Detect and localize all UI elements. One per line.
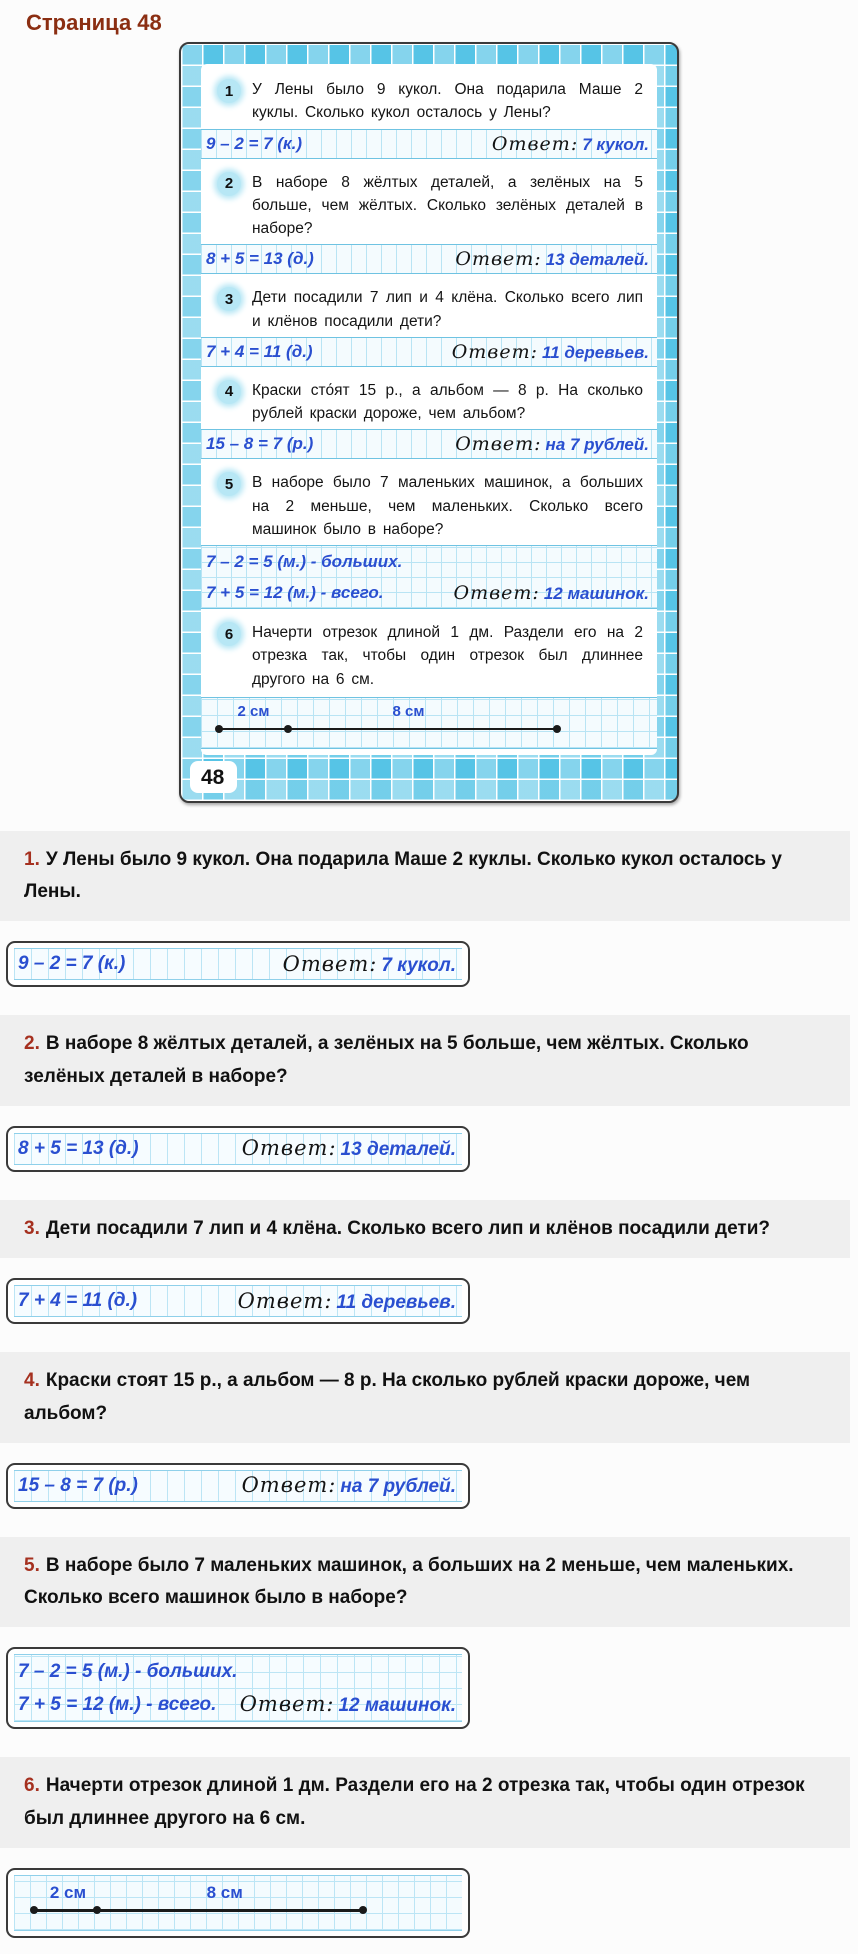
solution-section-5 bbox=[0, 1537, 858, 1730]
equation-text: 7 – 2 = 5 (м.) - больших. bbox=[206, 551, 403, 571]
problem-text: Начерти отрезок длиной 1 дм. Раздели его на 2 отрезка так, чтобы один отрезок был длиннее другого на 6 см. bbox=[252, 624, 643, 688]
otvet-value: 12 машинок. bbox=[543, 583, 649, 603]
solution-title bbox=[0, 831, 850, 922]
solution-section-2 bbox=[0, 1015, 858, 1172]
otvet-value: 12 машинок. bbox=[338, 1695, 456, 1717]
solution-title bbox=[0, 1352, 850, 1443]
segment-line bbox=[219, 728, 556, 731]
answer-strip bbox=[201, 244, 657, 274]
workbook-problem-1 bbox=[217, 78, 643, 125]
equation-text: 7 + 5 = 12 (м.) - всего. bbox=[206, 582, 384, 602]
otvet-value: 7 кукол. bbox=[582, 134, 649, 154]
otvet-label: Ответ: bbox=[282, 951, 378, 976]
problem-text: В наборе было 7 маленьких машинок, а больших на 2 меньше, чем маленьких. Сколько всего машинок было в наборе? bbox=[252, 474, 643, 538]
solution-answer-strip bbox=[6, 1126, 470, 1172]
segment-dot bbox=[359, 1906, 367, 1914]
otvet-label: Ответ: bbox=[491, 132, 579, 155]
segment-label-8cm: 8 см bbox=[392, 702, 425, 720]
solution-title bbox=[0, 1015, 850, 1106]
workbook-scan bbox=[179, 42, 679, 803]
answer-strip bbox=[201, 337, 657, 367]
workbook-problem-2 bbox=[217, 171, 643, 241]
solution-text: Дети посадили 7 лип и 4 клёна. Сколько всего лип и клёнов посадили дети? bbox=[45, 1217, 771, 1239]
otvet-label: Ответ: bbox=[237, 1288, 333, 1313]
segment-label-8cm: 8 см bbox=[206, 1883, 243, 1903]
solution-answer-strip bbox=[6, 1868, 470, 1938]
otvet-value: 7 кукол. bbox=[381, 954, 456, 976]
otvet-value: на 7 рублей. bbox=[340, 1476, 456, 1498]
solution-text: В наборе 8 жёлтых деталей, а зелёных на 5 больше, чем жёлтых. Сколько зелёных деталей в наборе? bbox=[24, 1033, 749, 1087]
otvet-label: Ответ: bbox=[453, 581, 540, 604]
segment-diagram bbox=[14, 1875, 462, 1931]
answer-strip bbox=[201, 545, 657, 609]
solution-number: 2. bbox=[24, 1033, 40, 1055]
workbook-problem-5 bbox=[217, 471, 643, 541]
segment-dot bbox=[284, 725, 292, 733]
solution-section-1 bbox=[0, 831, 858, 988]
equation-text: 7 – 2 = 5 (м.) - больших. bbox=[18, 1660, 238, 1682]
otvet-label: Ответ: bbox=[241, 1136, 337, 1161]
problem-number-badge: 5 bbox=[217, 472, 241, 496]
solution-section-6 bbox=[0, 1757, 858, 1938]
problem-number-badge: 4 bbox=[217, 380, 241, 404]
equation-text: 8 + 5 = 13 (д.) bbox=[18, 1137, 139, 1159]
otvet-value: 13 деталей. bbox=[545, 250, 649, 270]
problem-text: Краски сто́ят 15 р., а альбом — 8 р. На сколько рублей краски дороже, чем альбом? bbox=[252, 381, 643, 422]
solution-answer-strip bbox=[6, 941, 470, 987]
solution-title bbox=[0, 1200, 850, 1258]
segment-dot bbox=[553, 725, 561, 733]
otvet-value: на 7 рублей. bbox=[545, 435, 649, 455]
problem-number-badge: 3 bbox=[217, 287, 241, 311]
solution-answer-strip bbox=[6, 1278, 470, 1324]
solution-number: 6. bbox=[24, 1775, 40, 1797]
solution-answer-strip bbox=[6, 1463, 470, 1509]
segment-label-2cm: 2 см bbox=[237, 702, 270, 720]
page-title: Страница 48 bbox=[26, 10, 162, 35]
equation-text: 15 – 8 = 7 (р.) bbox=[206, 434, 314, 454]
segment-dot bbox=[30, 1906, 38, 1914]
workbook-problem-3 bbox=[217, 286, 643, 333]
solution-text: У Лены было 9 кукол. Она подарила Маше 2 куклы. Сколько кукол осталось у Лены. bbox=[24, 848, 782, 903]
solution-number: 1. bbox=[24, 848, 40, 870]
otvet-label: Ответ: bbox=[239, 1692, 335, 1717]
solution-number: 5. bbox=[24, 1554, 40, 1576]
solution-text: Краски стоят 15 р., а альбом — 8 р. На сколько рублей краски дороже, чем альбом? bbox=[24, 1370, 751, 1424]
problem-number-badge: 6 bbox=[217, 622, 241, 646]
problem-text: В наборе 8 жёлтых деталей, а зелёных на 5 больше, чем жёлтых. Сколько зелёных деталей в наборе? bbox=[252, 173, 643, 237]
otvet-label: Ответ: bbox=[455, 433, 542, 456]
solution-section-3 bbox=[0, 1200, 858, 1324]
problem-number-badge: 1 bbox=[217, 79, 241, 103]
solution-text: Начерти отрезок длиной 1 дм. Раздели его на 2 отрезка так, чтобы один отрезок был длиннее другого на 6 см. bbox=[24, 1775, 805, 1829]
answer-strip bbox=[201, 429, 657, 459]
otvet-value: 13 деталей. bbox=[340, 1139, 456, 1161]
equation-text: 7 + 4 = 11 (д.) bbox=[18, 1290, 138, 1312]
otvet-value: 11 деревьев. bbox=[542, 342, 649, 362]
problem-text: Дети посадили 7 лип и 4 клёна. Сколько всего лип и клёнов посадили дети? bbox=[252, 289, 643, 330]
workbook-scan-content bbox=[201, 64, 657, 755]
equation-text: 8 + 5 = 13 (д.) bbox=[206, 249, 314, 269]
scan-page-number: 48 bbox=[190, 761, 237, 793]
problem-number-badge: 2 bbox=[217, 172, 241, 196]
solution-answer-strip bbox=[6, 1647, 470, 1729]
equation-text: 7 + 4 = 11 (д.) bbox=[206, 341, 313, 361]
otvet-label: Ответ: bbox=[241, 1473, 337, 1498]
bottom-spacer bbox=[0, 1938, 858, 1954]
answer-strip bbox=[201, 129, 657, 159]
solution-number: 3. bbox=[24, 1217, 40, 1239]
otvet-label: Ответ: bbox=[451, 340, 539, 363]
segment-line bbox=[32, 1909, 364, 1912]
segment-label-2cm: 2 см bbox=[49, 1883, 87, 1903]
equation-text: 15 – 8 = 7 (р.) bbox=[18, 1474, 138, 1496]
segment-diagram bbox=[201, 697, 657, 749]
solution-title bbox=[0, 1537, 850, 1628]
equation-text: 9 – 2 = 7 (к.) bbox=[206, 133, 303, 153]
solution-text: В наборе было 7 маленьких машинок, а больших на 2 меньше, чем маленьких. Сколько всего машинок было в наборе? bbox=[24, 1554, 794, 1609]
solution-title bbox=[0, 1757, 850, 1848]
segment-dot bbox=[93, 1906, 101, 1914]
equation-text: 9 – 2 = 7 (к.) bbox=[18, 953, 126, 975]
equation-text: 7 + 5 = 12 (м.) - всего. bbox=[18, 1693, 217, 1715]
otvet-label: Ответ: bbox=[455, 248, 542, 271]
solution-number: 4. bbox=[24, 1370, 40, 1392]
segment-dot bbox=[215, 725, 223, 733]
problem-text: У Лены было 9 кукол. Она подарила Маше 2 куклы. Сколько кукол осталось у Лены? bbox=[252, 81, 643, 122]
workbook-problem-4 bbox=[217, 379, 643, 426]
otvet-value: 11 деревьев. bbox=[336, 1291, 456, 1313]
solution-section-4 bbox=[0, 1352, 858, 1509]
workbook-problem-6 bbox=[217, 621, 643, 691]
